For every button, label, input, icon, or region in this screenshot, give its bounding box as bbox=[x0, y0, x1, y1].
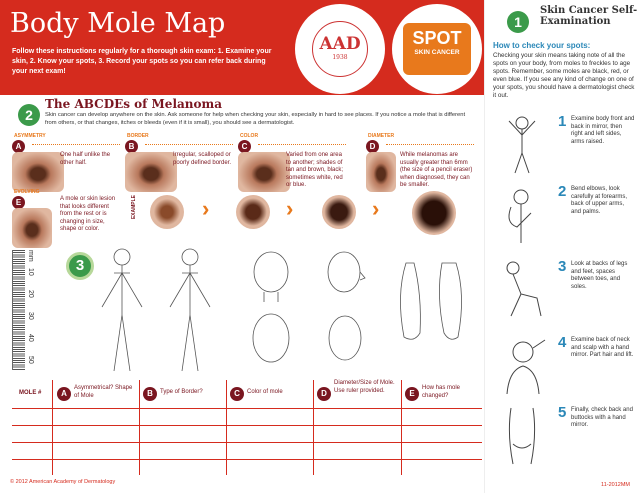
abcde-letter: E bbox=[12, 196, 25, 209]
col-header: Asymmetrical? Shape of Mole bbox=[74, 385, 133, 399]
body-back-outline[interactable] bbox=[160, 245, 220, 375]
mole-stage-2 bbox=[236, 195, 270, 229]
chevron-right-icon: › bbox=[202, 196, 210, 221]
mole-stage-4 bbox=[412, 191, 456, 235]
seal-aad-text: AAD bbox=[319, 34, 361, 54]
seal-inner bbox=[312, 21, 368, 77]
ruler-ticks bbox=[13, 250, 25, 370]
mole-log-table bbox=[12, 380, 482, 475]
log-row[interactable] bbox=[12, 425, 482, 426]
step-number: 2 bbox=[558, 183, 567, 200]
step-text: Examine body front and back in mirror, then right and left sides, arms raised. bbox=[571, 116, 635, 145]
col-letter: C bbox=[230, 387, 244, 401]
back-buttocks-figure bbox=[491, 404, 553, 466]
head-side-outline[interactable] bbox=[246, 248, 296, 303]
abcde-item-e bbox=[12, 189, 124, 246]
dotted-divider bbox=[386, 144, 474, 145]
step-text: Bend elbows, look carefully at forearms, back of upper arms, and palms. bbox=[571, 186, 628, 215]
abcde-item-b bbox=[125, 133, 237, 190]
self-exam-sidebar bbox=[484, 0, 638, 493]
section3-badge: 3 bbox=[66, 252, 94, 280]
section2-badge: 2 bbox=[18, 104, 40, 126]
arm-elbow-figure bbox=[491, 183, 553, 245]
sidebar-intro: Checking your skin means taking note of all the spots on your body, from moles to freckles to age spots. Remember, some moles are black, red, or even blue. If you see any kind of change on one of your spots, you should have a dermatologist check it out. bbox=[493, 52, 635, 99]
step-text: Examine back of neck and scalp with a hand mirror. Part hair and lift. bbox=[571, 337, 634, 358]
abcde-text: One half unlike the other half. bbox=[60, 152, 111, 166]
head-profile-outline[interactable] bbox=[320, 248, 370, 303]
feet-soles-outline[interactable] bbox=[392, 255, 472, 345]
col-letter: B bbox=[143, 387, 157, 401]
abcde-item-a bbox=[12, 133, 124, 190]
exam-step-3 bbox=[491, 258, 637, 320]
dotted-divider bbox=[32, 144, 120, 145]
chevron-right-icon: › bbox=[286, 196, 294, 221]
spot-skin-cancer-logo bbox=[392, 4, 482, 94]
ruler-unit: mm bbox=[27, 250, 34, 262]
spot-logo-word: SPOT bbox=[412, 28, 462, 48]
aad-seal-logo bbox=[295, 4, 385, 94]
body-front-outline[interactable] bbox=[92, 245, 152, 375]
legs-feet-figure bbox=[491, 258, 553, 320]
col-divider bbox=[226, 380, 227, 475]
ruler-mark: 20 bbox=[27, 290, 34, 298]
chevron-right-icon: › bbox=[372, 196, 380, 221]
head-back-outline[interactable] bbox=[246, 310, 296, 370]
col-divider bbox=[52, 380, 53, 475]
body-front-back-figure bbox=[491, 113, 553, 175]
step-number: 4 bbox=[558, 334, 567, 351]
spot-logo-inner bbox=[403, 23, 471, 75]
pencil-eraser-photo bbox=[366, 152, 396, 192]
col-divider bbox=[139, 380, 140, 475]
mole-photo bbox=[12, 208, 52, 248]
abcde-text: Varied from one area to another; shades of tan and brown, black; sometimes white, red or blue. bbox=[286, 152, 344, 188]
abcde-item-c bbox=[238, 133, 350, 190]
abcde-word: COLOR bbox=[240, 133, 259, 139]
col-header: Type of Border? bbox=[160, 389, 203, 395]
col-header: Color of mole bbox=[247, 389, 283, 395]
abcde-letter: D bbox=[366, 140, 379, 153]
mole-stage-3 bbox=[322, 195, 356, 229]
ruler-mark: 50 bbox=[27, 356, 34, 364]
mole-number-label: MOLE # bbox=[19, 390, 42, 396]
abcde-text: A mole or skin lesion that looks different from the rest or is changing in size, shape or color. bbox=[60, 196, 116, 232]
abcde-word: DIAMETER bbox=[368, 133, 395, 139]
col-header: How has mole changed? bbox=[422, 385, 461, 399]
abcde-letter: C bbox=[238, 140, 251, 153]
col-letter: E bbox=[405, 387, 419, 401]
section2-title: The ABCDEs of Melanoma bbox=[45, 97, 222, 111]
copyright: © 2012 American Academy of Dermatology bbox=[10, 479, 116, 485]
mole-stage-1 bbox=[150, 195, 184, 229]
log-row[interactable] bbox=[12, 459, 482, 460]
step-number: 1 bbox=[558, 113, 567, 130]
sidebar-subtitle: How to check your spots: bbox=[493, 41, 591, 50]
mole-photo bbox=[238, 152, 290, 192]
col-divider bbox=[401, 380, 402, 475]
dotted-divider bbox=[145, 144, 233, 145]
abcde-word: ASYMMETRY bbox=[14, 133, 46, 139]
exam-step-5 bbox=[491, 404, 637, 466]
ruler-mark: 40 bbox=[27, 334, 34, 342]
col-divider bbox=[313, 380, 314, 475]
ruler-mark: 10 bbox=[27, 268, 34, 276]
step-text: Look at backs of legs and feet, spaces between toes, and soles. bbox=[571, 261, 628, 290]
section1-badge: 1 bbox=[507, 11, 529, 33]
log-row[interactable] bbox=[12, 408, 482, 409]
ruler-mark: 30 bbox=[27, 312, 34, 320]
intro-text: Follow these instructions regularly for a thorough skin exam: 1. Examine your skin, 2. Know your spots, 3. Record your spots so you can refer back during your next exam! bbox=[12, 48, 272, 75]
exam-step-1 bbox=[491, 113, 637, 175]
head-top-outline[interactable] bbox=[320, 310, 370, 370]
mole-photo bbox=[12, 152, 64, 192]
abcde-word: EVOLVING bbox=[14, 189, 40, 195]
document-code: 11-2012MM bbox=[601, 482, 630, 488]
abcde-word: BORDER bbox=[127, 133, 149, 139]
section2-text: Skin cancer can develop anywhere on the skin. Ask someone for help when checking your skin, especially in hard to see places. If you notice a mole that is different from others, or that changes, itches or bleeds (even if it is small), you should see a dermatologist. bbox=[45, 112, 466, 126]
mole-photo bbox=[125, 152, 177, 192]
step-number: 3 bbox=[558, 258, 567, 275]
exam-step-2 bbox=[491, 183, 637, 245]
col-letter: A bbox=[57, 387, 71, 401]
abcde-item-d bbox=[366, 133, 478, 190]
step-number: 5 bbox=[558, 404, 567, 421]
evolving-example-strip bbox=[150, 187, 480, 239]
step-text: Finally, check back and buttocks with a hand mirror. bbox=[571, 407, 633, 428]
sidebar-title: Skin Cancer Self-Examination bbox=[540, 5, 638, 27]
abcde-text: While melanomas are usually greater than 6mm (the size of a pencil eraser) when diagnosed, they can be smaller. bbox=[400, 152, 473, 188]
abcde-letter: A bbox=[12, 140, 25, 153]
abcde-letter: B bbox=[125, 140, 138, 153]
col-letter: D bbox=[317, 387, 331, 401]
mm-ruler bbox=[12, 250, 42, 370]
neck-scalp-figure bbox=[491, 334, 553, 396]
col-header: Diameter/Size of Mole. Use ruler provided. bbox=[334, 380, 395, 394]
log-header bbox=[12, 380, 482, 408]
exam-step-4 bbox=[491, 334, 637, 396]
dotted-divider bbox=[258, 144, 346, 145]
example-label: EXAMPLE bbox=[131, 195, 137, 220]
seal-year: 1938 bbox=[332, 54, 348, 61]
spot-logo-sub: SKIN CANCER bbox=[414, 49, 460, 56]
page-title: Body Mole Map bbox=[10, 8, 226, 39]
header-banner bbox=[0, 0, 484, 95]
log-row[interactable] bbox=[12, 442, 482, 443]
abcde-text: Irregular, scalloped or poorly defined border. bbox=[173, 152, 232, 166]
